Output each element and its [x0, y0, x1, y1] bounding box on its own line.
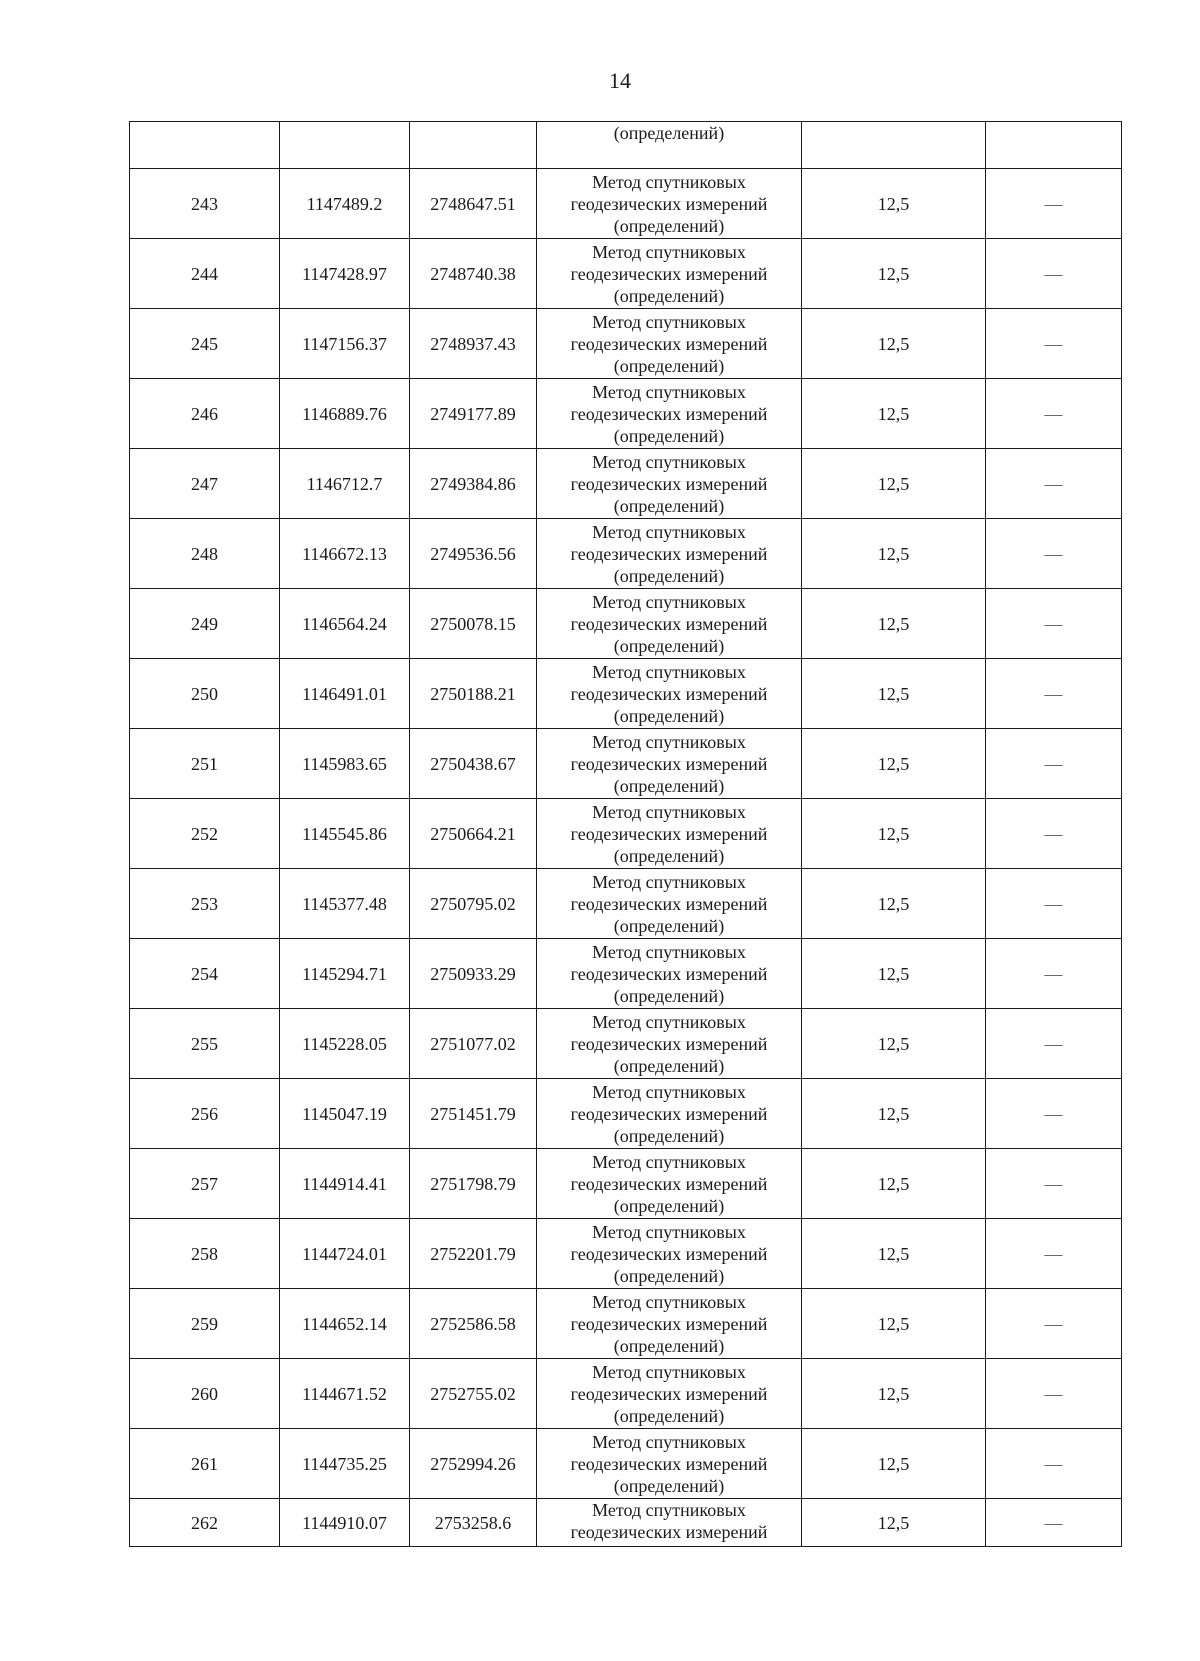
method-line-3: (определений) [613, 1335, 725, 1356]
method-line-2: геодезических измерений [570, 1383, 768, 1404]
method-line-1: Метод спутниковых [592, 591, 746, 612]
table-row [130, 519, 1122, 589]
accuracy-cell: 12,5 [802, 659, 986, 729]
point-number-cell: 252 [130, 799, 280, 869]
method-cell [537, 799, 802, 869]
method-cell [537, 589, 802, 659]
method-cell [537, 449, 802, 519]
table-row [130, 1219, 1122, 1289]
coordinates-table [129, 121, 1122, 1547]
note-cell: — [986, 1359, 1122, 1429]
point-number-cell: 258 [130, 1219, 280, 1289]
method-line-3: (определений) [613, 425, 725, 446]
note-cell: — [986, 309, 1122, 379]
note-cell [986, 122, 1122, 169]
method-line-1: Метод спутниковых [592, 1431, 746, 1452]
table-row [130, 799, 1122, 869]
table-row [130, 309, 1122, 379]
x-coordinate-cell: 1145047.19 [280, 1079, 410, 1149]
method-line-1: Метод спутниковых [592, 1291, 746, 1312]
method-line-1: Метод спутниковых [592, 1081, 746, 1102]
point-number-cell: 256 [130, 1079, 280, 1149]
method-line-1: Метод спутниковых [592, 241, 746, 262]
method-line-1: Метод спутниковых [592, 1011, 746, 1032]
note-cell: — [986, 379, 1122, 449]
point-number-cell: 254 [130, 939, 280, 1009]
note-cell: — [986, 169, 1122, 239]
point-number-cell: 260 [130, 1359, 280, 1429]
method-line-1: Метод спутниковых [592, 451, 746, 472]
y-coordinate-cell: 2750438.67 [410, 729, 537, 799]
method-cell [537, 1009, 802, 1079]
note-cell: — [986, 1429, 1122, 1499]
point-number-cell: 261 [130, 1429, 280, 1499]
table-row [130, 1289, 1122, 1359]
method-line-2: геодезических измерений [570, 1243, 768, 1264]
method-line-2: геодезических измерений [570, 1313, 768, 1334]
x-coordinate-cell: 1145545.86 [280, 799, 410, 869]
x-coordinate-cell: 1144914.41 [280, 1149, 410, 1219]
point-number-cell: 262 [130, 1499, 280, 1547]
method-line-1: Метод спутниковых [592, 1221, 746, 1242]
method-line-2: геодезических измерений [570, 683, 768, 704]
y-coordinate-cell: 2752201.79 [410, 1219, 537, 1289]
note-cell: — [986, 589, 1122, 659]
point-number-cell: 244 [130, 239, 280, 309]
x-coordinate-cell: 1145377.48 [280, 869, 410, 939]
note-cell: — [986, 729, 1122, 799]
accuracy-cell: 12,5 [802, 1009, 986, 1079]
method-cell [537, 1149, 802, 1219]
y-coordinate-cell: 2752994.26 [410, 1429, 537, 1499]
accuracy-cell: 12,5 [802, 799, 986, 869]
x-coordinate-cell: 1144735.25 [280, 1429, 410, 1499]
method-line-3: (определений) [613, 845, 725, 866]
note-cell: — [986, 799, 1122, 869]
method-line-2: геодезических измерений [570, 543, 768, 564]
table-row [130, 939, 1122, 1009]
y-coordinate-cell: 2750078.15 [410, 589, 537, 659]
table-body [130, 122, 1122, 1547]
x-coordinate-cell: 1144671.52 [280, 1359, 410, 1429]
note-cell: — [986, 239, 1122, 309]
method-line-2: геодезических измерений [570, 473, 768, 494]
y-coordinate-cell: 2750188.21 [410, 659, 537, 729]
y-coordinate-cell: 2750933.29 [410, 939, 537, 1009]
note-cell: — [986, 1079, 1122, 1149]
accuracy-cell: 12,5 [802, 1289, 986, 1359]
method-line-2: геодезических измерений [570, 1453, 768, 1474]
method-line-2: геодезических измерений [570, 1522, 768, 1542]
accuracy-cell: 12,5 [802, 309, 986, 379]
point-number-cell: 249 [130, 589, 280, 659]
method-line-2: геодезических измерений [570, 1033, 768, 1054]
accuracy-cell: 12,5 [802, 1079, 986, 1149]
method-line-1: Метод спутниковых [592, 521, 746, 542]
method-cell [537, 1429, 802, 1499]
table-row [130, 1079, 1122, 1149]
note-cell: — [986, 1149, 1122, 1219]
continuation-row [130, 122, 1122, 169]
x-coordinate-cell: 1147156.37 [280, 309, 410, 379]
y-coordinate-cell: 2748937.43 [410, 309, 537, 379]
table-row [130, 239, 1122, 309]
method-line-3: (определений) [613, 565, 725, 586]
accuracy-cell: 12,5 [802, 729, 986, 799]
method-line-2: геодезических измерений [570, 963, 768, 984]
point-number-cell: 259 [130, 1289, 280, 1359]
method-line-1: Метод спутниковых [592, 1151, 746, 1172]
method-line-1: Метод спутниковых [592, 1361, 746, 1382]
y-coordinate-cell: 2748647.51 [410, 169, 537, 239]
table-row [130, 869, 1122, 939]
method-cell [537, 1219, 802, 1289]
method-line-1: Метод спутниковых [592, 171, 746, 192]
point-number-cell: 253 [130, 869, 280, 939]
method-line-1: Метод спутниковых [592, 1500, 746, 1520]
y-coordinate-cell: 2751451.79 [410, 1079, 537, 1149]
x-coordinate-cell: 1144724.01 [280, 1219, 410, 1289]
note-cell: — [986, 1289, 1122, 1359]
y-coordinate-cell: 2750795.02 [410, 869, 537, 939]
method-line-3: (определений) [613, 915, 725, 936]
table-row [130, 1359, 1122, 1429]
x-coordinate-cell: 1146712.7 [280, 449, 410, 519]
page-number: 14 [609, 68, 631, 93]
method-cell [537, 659, 802, 729]
point-number-cell: 243 [130, 169, 280, 239]
method-cell [537, 869, 802, 939]
method-cell [537, 519, 802, 589]
method-line-3: (определений) [613, 1475, 725, 1496]
accuracy-cell: 12,5 [802, 1359, 986, 1429]
table-row [130, 659, 1122, 729]
accuracy-cell: 12,5 [802, 869, 986, 939]
method-line-1: Метод спутниковых [592, 941, 746, 962]
y-coordinate-cell: 2752755.02 [410, 1359, 537, 1429]
x-coordinate-cell [280, 122, 410, 169]
point-number-cell: 251 [130, 729, 280, 799]
method-line-2: геодезических измерений [570, 193, 768, 214]
method-line-1: Метод спутниковых [592, 381, 746, 402]
accuracy-cell: 12,5 [802, 449, 986, 519]
x-coordinate-cell: 1146889.76 [280, 379, 410, 449]
method-line-3: (определений) [613, 985, 725, 1006]
point-number-cell [130, 122, 280, 169]
y-coordinate-cell: 2748740.38 [410, 239, 537, 309]
method-line-2: геодезических измерений [570, 403, 768, 424]
method-line-3: (определений) [613, 635, 725, 656]
method-line-2: геодезических измерений [570, 893, 768, 914]
point-number-cell: 257 [130, 1149, 280, 1219]
point-number-cell: 250 [130, 659, 280, 729]
y-coordinate-cell: 2751077.02 [410, 1009, 537, 1079]
accuracy-cell: 12,5 [802, 1429, 986, 1499]
point-number-cell: 255 [130, 1009, 280, 1079]
method-line-3: (определений) [613, 123, 725, 143]
note-cell: — [986, 449, 1122, 519]
method-line-3: (определений) [613, 705, 725, 726]
accuracy-cell: 12,5 [802, 379, 986, 449]
y-coordinate-cell: 2749536.56 [410, 519, 537, 589]
accuracy-cell: 12,5 [802, 169, 986, 239]
method-cell [537, 379, 802, 449]
table-row [130, 729, 1122, 799]
point-number-cell: 248 [130, 519, 280, 589]
y-coordinate-cell: 2750664.21 [410, 799, 537, 869]
x-coordinate-cell: 1145983.65 [280, 729, 410, 799]
method-line-2: геодезических измерений [570, 263, 768, 284]
accuracy-cell: 12,5 [802, 1149, 986, 1219]
x-coordinate-cell: 1147489.2 [280, 169, 410, 239]
x-coordinate-cell: 1146491.01 [280, 659, 410, 729]
method-cell [537, 729, 802, 799]
y-coordinate-cell: 2749177.89 [410, 379, 537, 449]
method-line-2: геодезических измерений [570, 613, 768, 634]
x-coordinate-cell: 1145294.71 [280, 939, 410, 1009]
note-cell: — [986, 1219, 1122, 1289]
method-cell [537, 169, 802, 239]
method-line-2: геодезических измерений [570, 823, 768, 844]
table-row [130, 1149, 1122, 1219]
note-cell: — [986, 659, 1122, 729]
note-cell: — [986, 1009, 1122, 1079]
method-line-3: (определений) [613, 1055, 725, 1076]
x-coordinate-cell: 1146564.24 [280, 589, 410, 659]
accuracy-cell: 12,5 [802, 1499, 986, 1547]
table-row [130, 589, 1122, 659]
method-line-3: (определений) [613, 215, 725, 236]
y-coordinate-cell [410, 122, 537, 169]
note-cell: — [986, 519, 1122, 589]
x-coordinate-cell: 1146672.13 [280, 519, 410, 589]
y-coordinate-cell: 2751798.79 [410, 1149, 537, 1219]
table-row [130, 169, 1122, 239]
method-line-3: (определений) [613, 1195, 725, 1216]
method-line-3: (определений) [613, 1405, 725, 1426]
y-coordinate-cell: 2753258.6 [410, 1499, 537, 1547]
method-line-3: (определений) [613, 775, 725, 796]
method-line-3: (определений) [613, 285, 725, 306]
method-line-3: (определений) [613, 495, 725, 516]
accuracy-cell [802, 122, 986, 169]
method-line-1: Метод спутниковых [592, 871, 746, 892]
method-line-3: (определений) [613, 1125, 725, 1146]
method-cell [537, 309, 802, 379]
note-cell: — [986, 1499, 1122, 1547]
method-cell [537, 1289, 802, 1359]
y-coordinate-cell: 2752586.58 [410, 1289, 537, 1359]
accuracy-cell: 12,5 [802, 239, 986, 309]
x-coordinate-cell: 1144652.14 [280, 1289, 410, 1359]
method-cell [537, 122, 802, 169]
y-coordinate-cell: 2749384.86 [410, 449, 537, 519]
method-line-3: (определений) [613, 355, 725, 376]
table-row [130, 449, 1122, 519]
table-row [130, 1499, 1122, 1547]
method-line-1: Метод спутниковых [592, 661, 746, 682]
table-row [130, 1009, 1122, 1079]
method-line-2: геодезических измерений [570, 1103, 768, 1124]
method-line-2: геодезических измерений [570, 753, 768, 774]
method-cell [537, 239, 802, 309]
method-cell [537, 1499, 802, 1547]
note-cell: — [986, 939, 1122, 1009]
method-cell [537, 939, 802, 1009]
table-row [130, 1429, 1122, 1499]
method-line-1: Метод спутниковых [592, 311, 746, 332]
point-number-cell: 245 [130, 309, 280, 379]
accuracy-cell: 12,5 [802, 1219, 986, 1289]
x-coordinate-cell: 1145228.05 [280, 1009, 410, 1079]
method-line-3: (определений) [613, 1265, 725, 1286]
method-cell [537, 1359, 802, 1429]
method-line-2: геодезических измерений [570, 1173, 768, 1194]
note-cell: — [986, 869, 1122, 939]
accuracy-cell: 12,5 [802, 939, 986, 1009]
table-row [130, 379, 1122, 449]
method-line-1: Метод спутниковых [592, 731, 746, 752]
method-line-2: геодезических измерений [570, 333, 768, 354]
accuracy-cell: 12,5 [802, 519, 986, 589]
method-line-1: Метод спутниковых [592, 801, 746, 822]
method-cell [537, 1079, 802, 1149]
accuracy-cell: 12,5 [802, 589, 986, 659]
point-number-cell: 246 [130, 379, 280, 449]
x-coordinate-cell: 1147428.97 [280, 239, 410, 309]
point-number-cell: 247 [130, 449, 280, 519]
x-coordinate-cell: 1144910.07 [280, 1499, 410, 1547]
